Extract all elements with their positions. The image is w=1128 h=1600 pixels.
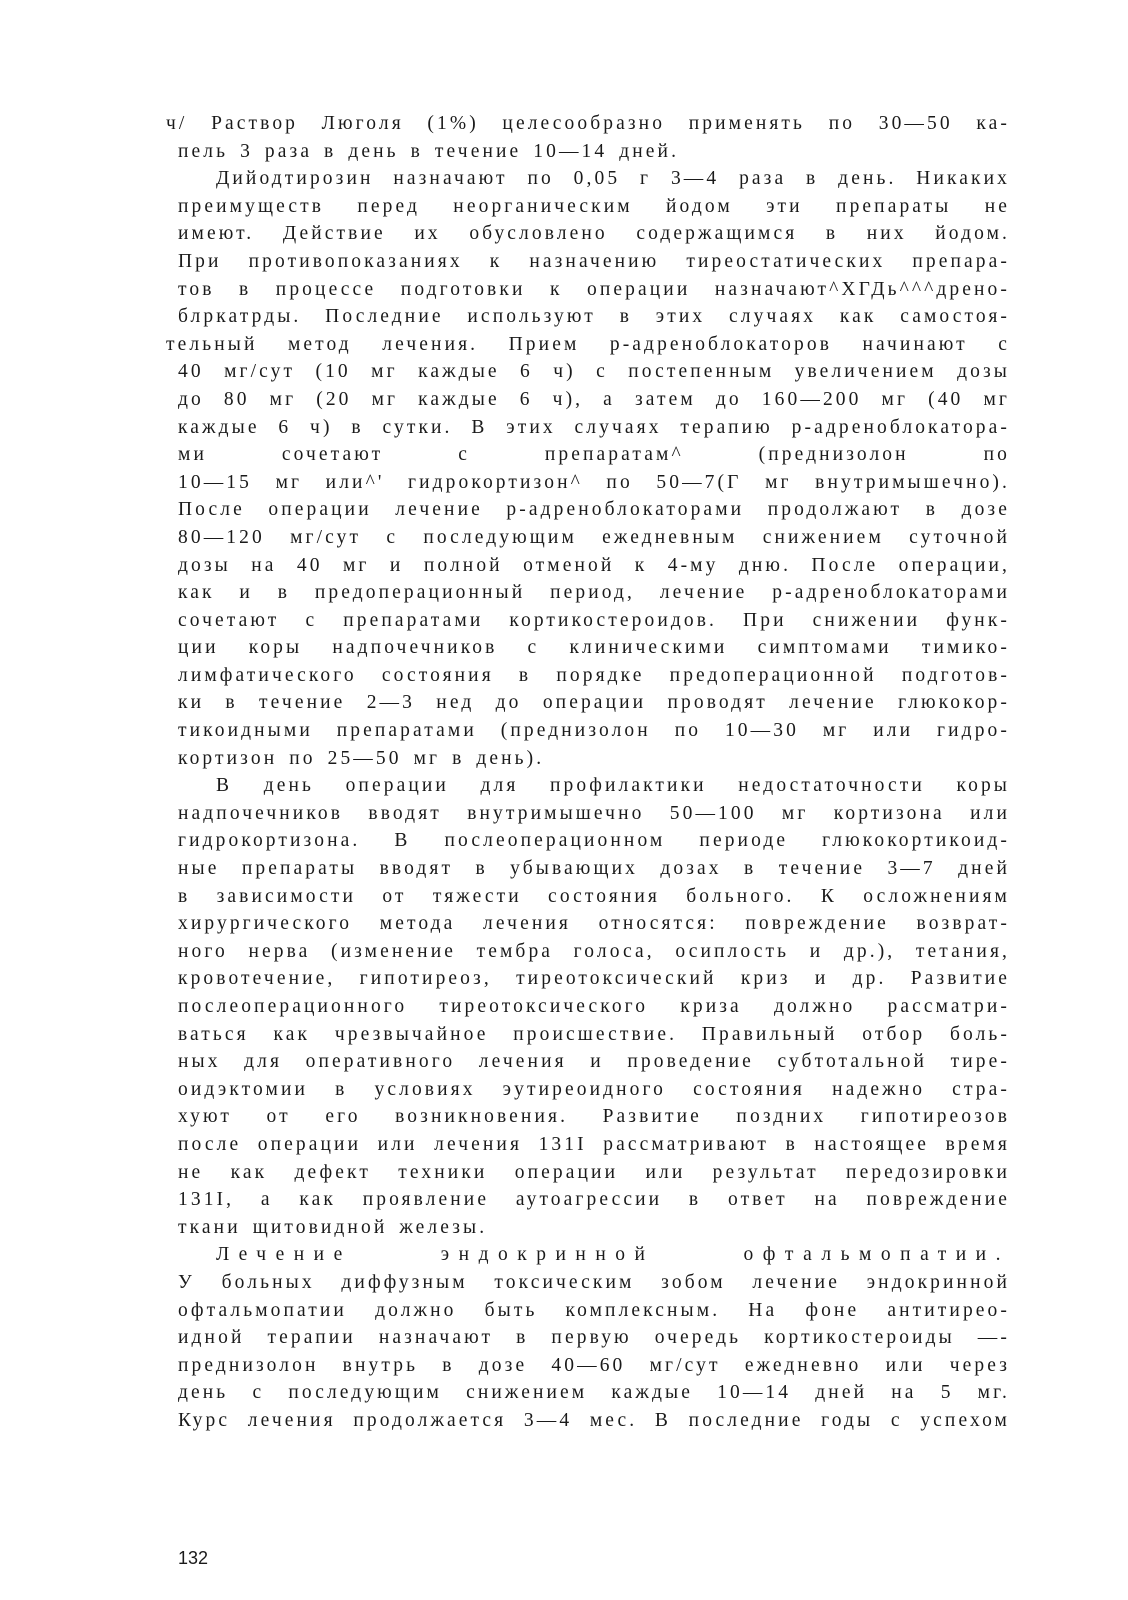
text-line: ткани щитовидной железы. bbox=[178, 1216, 488, 1238]
body-text bbox=[166, 110, 1010, 1435]
text-line: преднизолон внутрь в дозе 40—60 мг/сут ежедневно или через bbox=[178, 1354, 1010, 1376]
text-line: тов в процессе подготовки к операции назначают^ХГДь^^^дрено- bbox=[178, 278, 1010, 300]
text-line: У больных диффузным токсическим зобом лечение эндокринной bbox=[178, 1271, 1010, 1293]
text-line: ции коры надпочечников с клиническими симптомами тимико- bbox=[178, 637, 1010, 659]
text-line: ваться как чрезвычайное происшествие. Правильный отбор боль- bbox=[178, 1023, 1010, 1045]
text-line: лимфатического состояния в порядке предоперационной подготов- bbox=[178, 664, 1010, 686]
text-line: после операции или лечения 131I рассматривают в настоящее время bbox=[178, 1133, 1010, 1155]
text-line: в зависимости от тяжести состояния больного. К осложнениям bbox=[178, 885, 1010, 907]
text-line: 131I, а как проявление аутоагрессии в ответ на повреждение bbox=[178, 1189, 1010, 1211]
text-line: ч/ Раствор Люголя (1%) целесообразно применять по 30—50 ка- bbox=[166, 113, 1010, 134]
text-line: надпочечников вводят внутримышечно 50—100 мг кортизона или bbox=[178, 802, 1010, 824]
text-line: ных для оперативного лечения и проведение субтотальной тире- bbox=[178, 1051, 1010, 1073]
text-line: 40 мг/сут (10 мг каждые 6 ч) с постепенным увеличением дозы bbox=[178, 361, 1010, 383]
text-line: дозы на 40 мг и полной отменой к 4-му дню. После операции, bbox=[178, 554, 1010, 576]
text-line: В день операции для профилактики недостаточности коры bbox=[216, 775, 1010, 797]
text-line: 10—15 мг или^' гидрокортизон^ по 50—7(Г мг внутримышечно). bbox=[178, 471, 1010, 493]
text-line: кортизон по 25—50 мг в день). bbox=[178, 747, 545, 769]
text-line: каждые 6 ч) в сутки. В этих случаях терапию р-адреноблокатора- bbox=[178, 416, 1010, 438]
text-line: день с последующим снижением каждые 10—14 дней на 5 мг. bbox=[178, 1382, 1010, 1404]
text-line: до 80 мг (20 мг каждые 6 ч), а затем до 160—200 мг (40 мг bbox=[178, 388, 1010, 410]
text-line: не как дефект техники операции или результат передозировки bbox=[178, 1161, 1010, 1183]
text-line: ные препараты вводят в убывающих дозах в течение 3—7 дней bbox=[178, 858, 1010, 880]
text-line: После операции лечение р-адреноблокаторами продолжают в дозе bbox=[178, 499, 1010, 521]
text-line: пель 3 раза в день в течение 10—14 дней. bbox=[178, 140, 680, 162]
text-line: хирургического метода лечения относятся: повреждение возврат- bbox=[178, 913, 1010, 935]
text-line: При противопоказаниях к назначению тиреостатических препара- bbox=[178, 250, 1010, 272]
text-line: оидэктомии в условиях эутиреоидного состояния надежно стра- bbox=[178, 1078, 1010, 1100]
text-line: Дийодтирозин назначают по 0,05 г 3—4 раза в день. Никаких bbox=[216, 168, 1010, 190]
text-line: послеоперационного тиреотоксического криза должно рассматри- bbox=[178, 996, 1010, 1017]
text-line: кровотечение, гипотиреоз, тиреотоксический криз и др. Развитие bbox=[178, 968, 1010, 990]
text-line: тельный метод лечения. Прием р-адреноблокаторов начинают с bbox=[166, 333, 1010, 355]
text-line: сочетают с препаратами кортикостероидов. При снижении функ- bbox=[178, 609, 1010, 631]
text-line: тикоидными препаратами (преднизолон по 10—30 мг или гидро- bbox=[178, 720, 1010, 742]
text-line: хуют от его возникновения. Развитие поздних гипотиреозов bbox=[178, 1106, 1010, 1128]
text-line: ного нерва (изменение тембра голоса, осиплость и др.), тетания, bbox=[178, 940, 1010, 962]
text-line: как и в предоперационный период, лечение р-адреноблокаторами bbox=[178, 582, 1010, 604]
section-heading: Лечение эндокринной офтальмопатии. bbox=[216, 1244, 1010, 1266]
text-line: 80—120 мг/сут с последующим ежедневным снижением суточной bbox=[178, 526, 1010, 548]
text-line: преимуществ перед неорганическим йодом эти препараты не bbox=[178, 195, 1010, 217]
text-line: блркатрды. Последние используют в этих случаях как самостоя- bbox=[178, 306, 1010, 328]
text-line: офтальмопатии должно быть комплексным. На фоне антитирео- bbox=[178, 1299, 1010, 1321]
text-line: имеют. Действие их обусловлено содержащимся в них йодом. bbox=[178, 223, 1010, 245]
text-line: Курс лечения продолжается 3—4 мес. В последние годы с успехом bbox=[178, 1409, 1010, 1431]
page-number: 132 bbox=[178, 1548, 209, 1568]
text-line: идной терапии назначают в первую очередь кортикостероиды —- bbox=[178, 1327, 1010, 1349]
text-line: гидрокортизона. В послеоперационном периоде глюкокортикоид- bbox=[178, 830, 1010, 852]
text-line: ми сочетают с препаратам^ (преднизолон по bbox=[178, 444, 1010, 466]
text-line: ки в течение 2—3 нед до операции проводят лечение глюкокор- bbox=[178, 692, 1010, 714]
